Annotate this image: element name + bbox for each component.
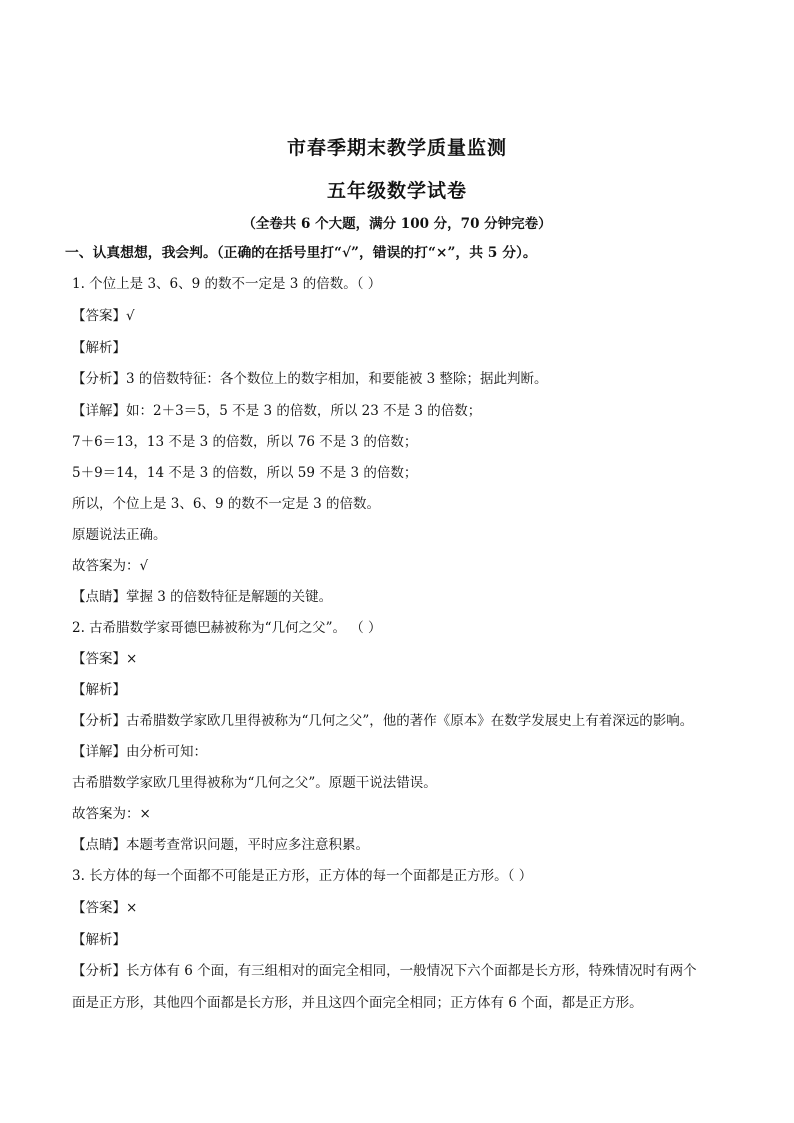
q1-detail-line-2: 7＋6＝13，13 不是 3 的倍数，所以 76 不是 3 的倍数； bbox=[72, 434, 418, 450]
q2-answer-line bbox=[72, 649, 752, 669]
q1-dianjing-line bbox=[72, 587, 752, 607]
xiangjie-text: 由分析可知： bbox=[126, 744, 207, 760]
xiangjie-text: 如：2＋3＝5，5 不是 3 的倍数，所以 23 不是 3 的倍数； bbox=[126, 403, 482, 419]
answer-value: √ bbox=[126, 308, 135, 324]
exam-note: （全卷共 6 个大题，满分 100 分，70 分钟完卷） bbox=[242, 216, 552, 232]
q3-fenxi-line bbox=[72, 961, 752, 981]
q2-analysis-tag: 【解析】 bbox=[72, 682, 126, 698]
dianjing-text: 掌握 3 的倍数特征是解题的关键。 bbox=[126, 589, 333, 605]
q2-detail-line-3: 故答案为：× bbox=[72, 806, 151, 822]
answer-value: × bbox=[126, 651, 138, 667]
answer-tag: 【答案】 bbox=[72, 900, 126, 916]
q1-answer-line bbox=[72, 306, 752, 326]
fenxi-tag: 【分析】 bbox=[72, 963, 126, 979]
fenxi-text: 3 的倍数特征：各个数位上的数字相加，和要能被 3 整除；据此判断。 bbox=[126, 371, 548, 387]
fenxi-text: 古希腊数学家欧几里得被称为“几何之父”，他的著作《原本》在数学发展史上有着深远的影响。 bbox=[126, 713, 694, 729]
q3-analysis-tag: 【解析】 bbox=[72, 932, 126, 948]
q1-detail-line-3: 5＋9＝14，14 不是 3 的倍数，所以 59 不是 3 的倍数； bbox=[72, 465, 418, 481]
q1-fenxi-line bbox=[72, 369, 752, 389]
q3-answer-line bbox=[72, 898, 752, 918]
fenxi-tag: 【分析】 bbox=[72, 371, 126, 387]
q2-fenxi-line bbox=[72, 711, 752, 731]
q2-dianjing-line bbox=[72, 835, 752, 855]
q1-analysis-tag: 【解析】 bbox=[72, 340, 126, 356]
exam-title: 市春季期末教学质量监测 bbox=[286, 137, 507, 159]
dianjing-text: 本题考查常识问题，平时应多注意积累。 bbox=[126, 837, 369, 853]
answer-value: × bbox=[126, 900, 138, 916]
answer-tag: 【答案】 bbox=[72, 308, 126, 324]
q2-xiangjie-line bbox=[72, 742, 752, 762]
exam-subtitle: 五年级数学试卷 bbox=[326, 180, 467, 202]
q1-detail-line-5: 原题说法正确。 bbox=[72, 527, 167, 543]
dianjing-tag: 【点睛】 bbox=[72, 837, 126, 853]
question-3: 3. 长方体的每一个面都不可能是正方形，正方体的每一个面都是正方形。（ ） bbox=[72, 868, 533, 884]
q1-detail-line-4: 所以，个位上是 3、6、9 的数不一定是 3 的倍数。 bbox=[72, 496, 381, 512]
q2-detail-line-2: 古希腊数学家欧几里得被称为“几何之父”。原题干说法错误。 bbox=[72, 775, 437, 791]
answer-tag: 【答案】 bbox=[72, 651, 126, 667]
question-1: 1. 个位上是 3、6、9 的数不一定是 3 的倍数。（ ） bbox=[72, 276, 382, 292]
xiangjie-tag: 【详解】 bbox=[72, 403, 126, 419]
q1-detail-line-6: 故答案为：√ bbox=[72, 558, 149, 574]
xiangjie-tag: 【详解】 bbox=[72, 744, 126, 760]
question-2: 2. 古希腊数学家哥德巴赫被称为“几何之父”。 （ ） bbox=[72, 620, 382, 636]
q1-xiangjie-line bbox=[72, 401, 752, 421]
q3-detail-line-2: 面是正方形，其他四个面都是长方形，并且这四个面完全相同；正方体有 6 个面，都是正方形。 bbox=[72, 995, 643, 1011]
fenxi-tag: 【分析】 bbox=[72, 713, 126, 729]
dianjing-tag: 【点睛】 bbox=[72, 589, 126, 605]
section-1-heading: 一、认真想想，我会判。（正确的在括号里打“√”，错误的打“×”，共 5 分）。 bbox=[65, 245, 537, 261]
fenxi-text: 长方体有 6 个面，有三组相对的面完全相同，一般情况下六个面都是长方形，特殊情况时有两个 bbox=[126, 963, 697, 979]
